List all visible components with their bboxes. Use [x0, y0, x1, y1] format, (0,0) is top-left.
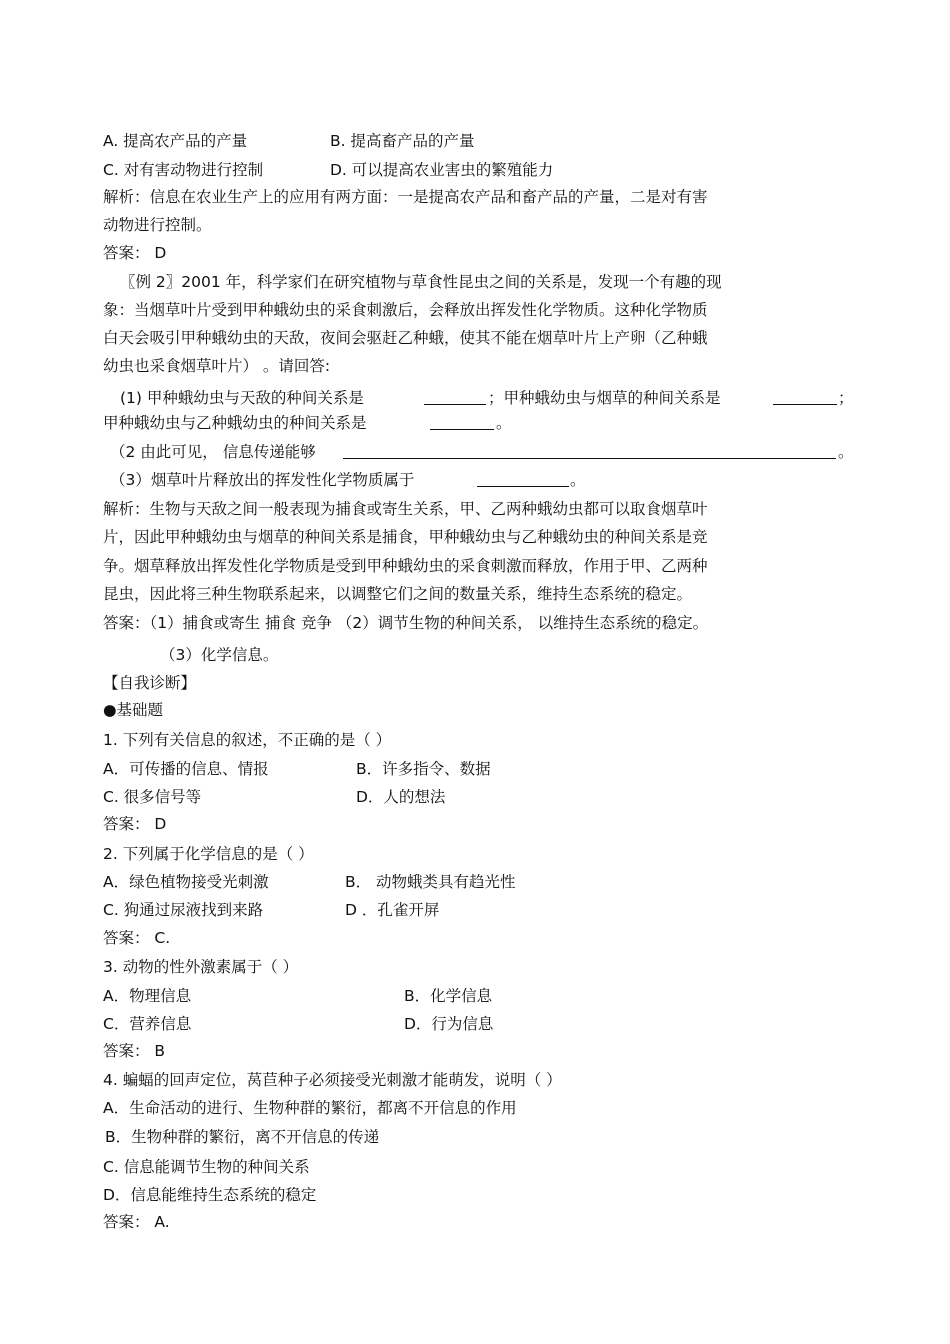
answer-blank	[424, 390, 486, 405]
option-d: D. 可以提高农业害虫的繁殖能力	[330, 161, 554, 179]
analysis-line: 动物进行控制。	[103, 216, 212, 234]
option-d: D．人的想法	[356, 788, 446, 806]
option-a: A．可传播的信息、情报	[103, 760, 269, 778]
analysis-line: 解析：生物与天敌之间一般表现为捕食或寄生关系，甲、乙两种蛾幼虫都可以取食烟草叶	[103, 500, 708, 518]
answer-line: 答案： A.	[103, 1213, 170, 1231]
option-a: A．生命活动的进行、生物种群的繁衍，都离不开信息的作用	[103, 1099, 517, 1117]
answer-blank	[773, 390, 837, 405]
option-a: A. 提高农产品的产量	[103, 132, 248, 150]
answer-line: （3）化学信息。	[160, 646, 279, 664]
answer-blank	[477, 472, 569, 487]
option-c: C. 狗通过尿液找到来路	[103, 901, 264, 919]
answer-blank	[430, 415, 494, 430]
question-1-part-b: ；甲种蛾幼虫与烟草的种间关系是	[488, 389, 721, 407]
question-1-part-c: ；	[838, 389, 854, 407]
option-d: D．信息能维持生态系统的稳定	[103, 1186, 317, 1204]
option-b: B．生物种群的繁衍，离不开信息的传递	[105, 1128, 380, 1146]
option-b: B．许多指令、数据	[356, 760, 491, 778]
example-stem-line: 幼虫也采食烟草叶片） 。请回答:	[103, 357, 331, 375]
question-2-stem: （2 由此可见， 信息传递能够	[110, 443, 316, 461]
example-stem-line: 象：当烟草叶片受到甲种蛾幼虫的采食刺激后，会释放出挥发性化学物质。这种化学物质	[103, 301, 708, 319]
example-stem-line: 白天会吸引甲种蛾幼虫的天敌，夜间会驱赶乙种蛾，使其不能在烟草叶片上产卵（乙种蛾	[103, 329, 708, 347]
answer-line: 答案： D	[103, 244, 167, 262]
question-stem: 4. 蝙蝠的回声定位，莴苣种子必须接受光刺激才能萌发，说明（ ）	[103, 1071, 562, 1089]
question-3-end: 。	[570, 471, 586, 489]
analysis-line: 争。烟草释放出挥发性化学物质是受到甲种蛾幼虫的采食刺激而释放，作用于甲、乙两种	[103, 557, 708, 575]
question-1-part-d: 甲种蛾幼虫与乙种蛾幼虫的种间关系是	[103, 414, 367, 432]
answer-blank	[343, 444, 836, 459]
question-2-end: 。	[838, 443, 854, 461]
option-c: C. 信息能调节生物的种间关系	[103, 1158, 310, 1176]
question-1-part-e: 。	[496, 414, 512, 432]
option-d: D．行为信息	[404, 1015, 494, 1033]
question-stem: 3. 动物的性外激素属于（ ）	[103, 958, 299, 976]
answer-line: 答案：（1）捕食或寄生 捕食 竞争 （2）调节生物的种间关系， 以维持生态系统的稳定。	[103, 614, 709, 632]
subsection-heading: ●基础题	[103, 701, 164, 719]
option-d: D ．孔雀开屏	[345, 901, 440, 919]
option-a: A．物理信息	[103, 987, 192, 1005]
question-3-stem: （3）烟草叶片释放出的挥发性化学物质属于	[110, 471, 415, 489]
option-c: C. 对有害动物进行控制	[103, 161, 264, 179]
analysis-line: 片，因此甲种蛾幼虫与烟草的种间关系是捕食，甲种蛾幼虫与乙种蛾幼虫的种间关系是竞	[103, 528, 708, 546]
analysis-line: 解析：信息在农业生产上的应用有两方面：一是提高农产品和畜产品的产量，二是对有害	[103, 188, 708, 206]
analysis-line: 昆虫，因此将三种生物联系起来，以调整它们之间的数量关系，维持生态系统的稳定。	[103, 585, 693, 603]
option-b: B． 动物蛾类具有趋光性	[345, 873, 516, 891]
option-b: B．化学信息	[404, 987, 493, 1005]
option-b: B. 提高畜产品的产量	[330, 132, 475, 150]
answer-line: 答案： C.	[103, 929, 171, 947]
question-stem: 1. 下列有关信息的叙述，不正确的是（ ）	[103, 731, 392, 749]
section-heading: 【自我诊断】	[103, 674, 197, 692]
option-a: A．绿色植物接受光刺激	[103, 873, 269, 891]
option-c: C. 很多信号等	[103, 788, 202, 806]
question-1-part-a: (1) 甲种蛾幼虫与天敌的种间关系是	[120, 389, 364, 407]
answer-line: 答案： D	[103, 815, 167, 833]
answer-line: 答案： B	[103, 1042, 166, 1060]
option-c: C．营养信息	[103, 1015, 192, 1033]
example-stem-line: 〖例 2〗2001 年，科学家们在研究植物与草食性昆虫之间的关系是，发现一个有趣的现	[120, 273, 722, 291]
question-stem: 2. 下列属于化学信息的是（ ）	[103, 845, 314, 863]
